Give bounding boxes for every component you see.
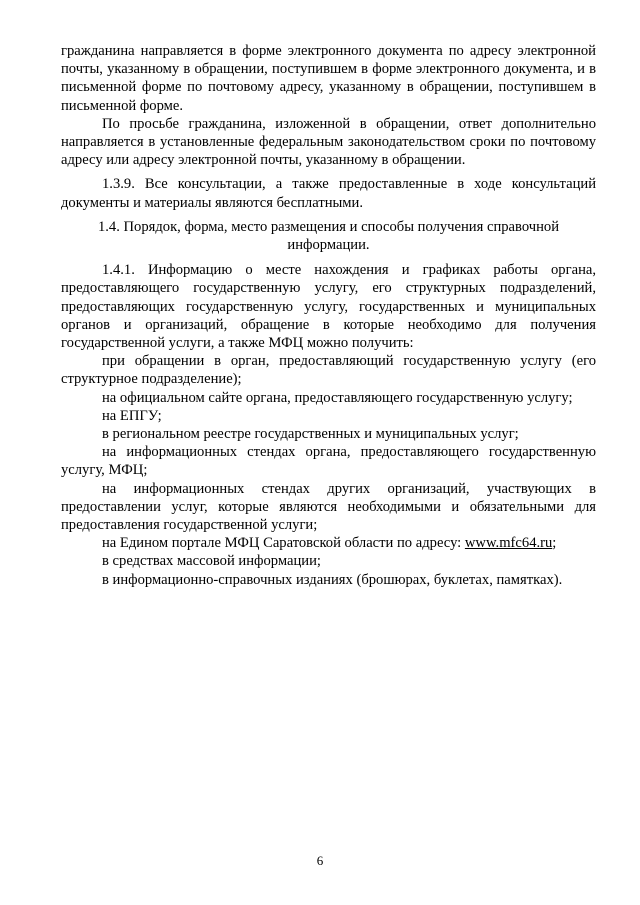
section-heading-1-4: 1.4. Порядок, форма, место размещения и способы получения справочной информации. bbox=[97, 218, 560, 254]
list-item: на информационных стендах других организаций, участвующих в предоставлении услуг, которые являются необходимыми и обязательными для предоставления государственной услуги; bbox=[61, 480, 596, 534]
list-item: в информационно-справочных изданиях (брошюрах, буклетах, памятках). bbox=[102, 571, 563, 588]
page-number: 6 bbox=[316, 853, 324, 868]
document-page bbox=[61, 42, 596, 589]
list-item: на ЕПГУ; bbox=[102, 407, 162, 424]
mfc-portal-prefix: на Едином портале МФЦ Саратовской области по адресу: bbox=[102, 535, 465, 552]
mfc-portal-suffix: ; bbox=[552, 535, 557, 552]
paragraph-1-4-1: 1.4.1. Информацию о месте нахождения и графиках работы органа, предоставляющего государственную услугу, его структурных подразделений, предоставляющих государственную услугу, государственных и муниципальных органов и организаций, обращение в которые необходимо для получения государственной услуги, а также МФЦ можно получить: bbox=[61, 262, 596, 352]
list-item: на официальном сайте органа, предоставляющего государственную услугу; bbox=[102, 389, 573, 406]
paragraph-1-3-9: 1.3.9. Все консультации, а также предоставленные в ходе консультаций документы и материалы являются бесплатными. bbox=[61, 176, 596, 211]
list-item: в средствах массовой информации; bbox=[102, 553, 321, 570]
list-item-mfc-portal bbox=[61, 534, 596, 552]
list-item: на информационных стендах органа, предоставляющего государственную услугу, МФЦ; bbox=[61, 444, 596, 479]
mfc-portal-link[interactable]: www.mfc64.ru bbox=[464, 535, 553, 552]
list-item: при обращении в орган, предоставляющий государственную услугу (его структурное подразделение); bbox=[61, 353, 596, 388]
paragraph-request: По просьбе гражданина, изложенной в обращении, ответ дополнительно направляется в установленные федеральным законодательством сроки по почтовому адресу или адресу электронной почты, указанному в обращении. bbox=[61, 115, 596, 169]
list-item: в региональном реестре государственных и муниципальных услуг; bbox=[102, 426, 519, 443]
paragraph-continuation: гражданина направляется в форме электронного документа по адресу электронной почты, указанному в обращении, поступившем в форме электронного документа, и в письменной форме по почтовому адресу, указанному в обращении, поступившем в письменной форме. bbox=[61, 43, 596, 114]
